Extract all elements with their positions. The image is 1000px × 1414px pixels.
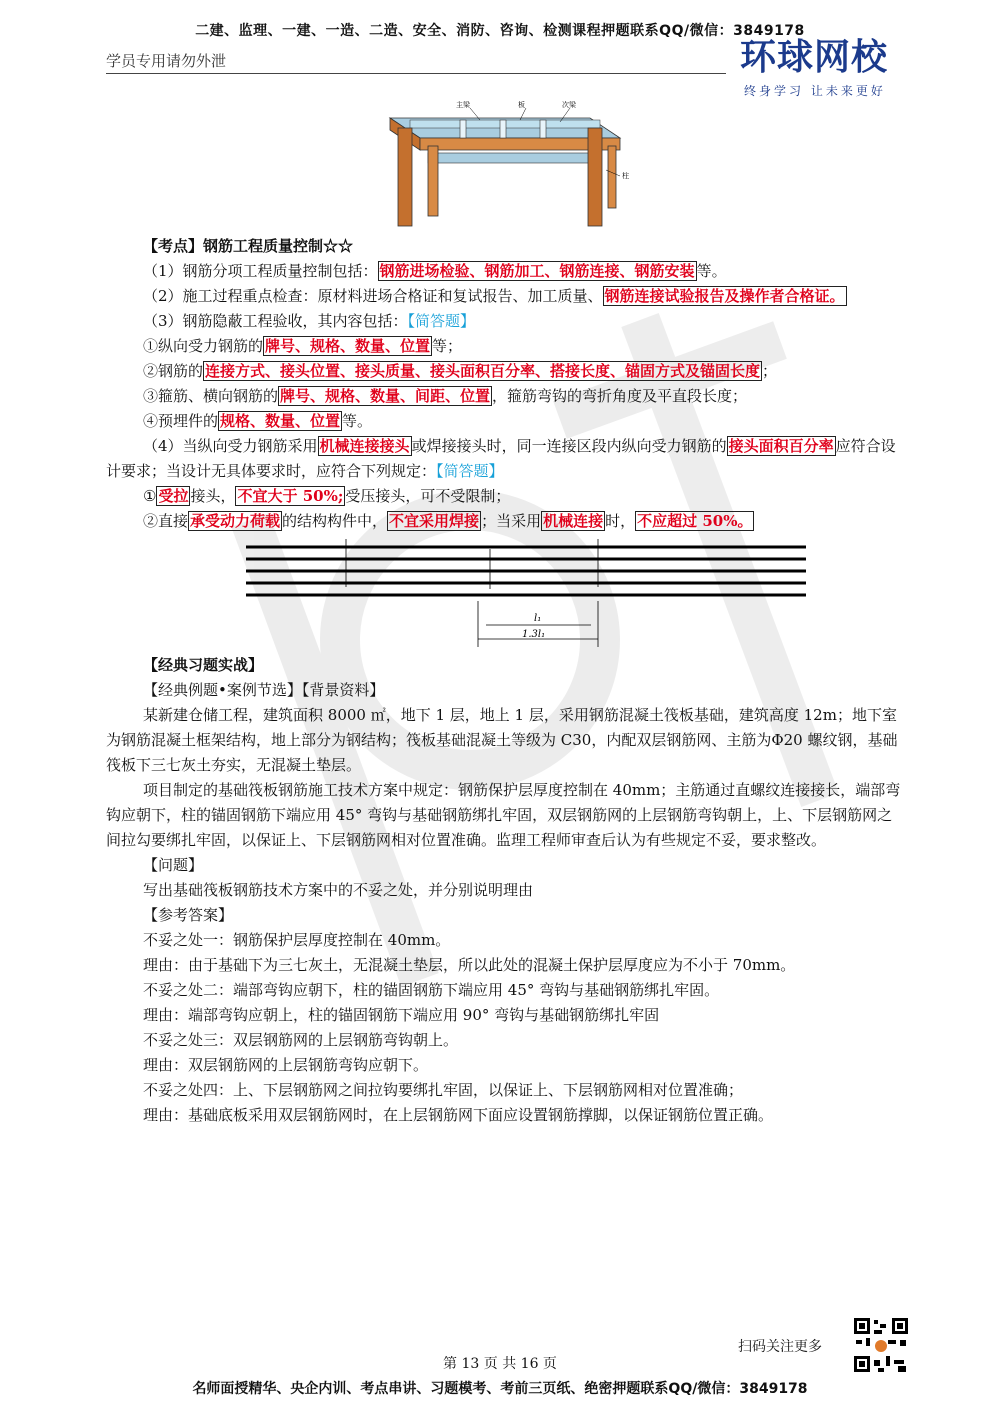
text: ②钢筋的 [143,362,204,380]
item-2 [106,359,906,384]
dim-1-3l1: 1.3l₁ [522,629,546,640]
text: ①纵向受力钢筋的 [143,337,264,355]
scan-prompt: 扫码关注更多 [738,1339,822,1355]
highlight: 机械连接接头 [319,437,410,455]
text: 等。 [342,412,373,430]
text: 时， [605,512,636,530]
answer-item: 不妥之处二：端部弯钩应朝下，柱的锚固钢筋下端应用 45° 弯钩与基础钢筋绑扎牢固。 [143,981,720,999]
highlight: 规格、数量、位置 [220,412,341,430]
answer-title: 【参考答案】 [143,906,234,924]
highlight: 连接方式、接头位置、接头质量、接头面积百分率、搭接长度、锚固方式及锚固长度 [205,362,761,380]
label-slab: 板 [518,101,525,109]
label-secondary-beam: 次梁 [562,101,576,109]
answer-reason: 理由：端部弯钩应朝上，柱的锚固钢筋下端应用 90° 弯钩与基础钢筋绑扎牢固 [143,1006,660,1024]
item-3 [106,384,906,409]
text: ，箍筋弯钩的弯折角度及平直段长度； [492,387,748,405]
rebar-splice-figure [246,539,806,651]
highlight: 受拉 [158,487,189,505]
example-subtitle: 【经典例题•案例节选】【背景资料】 [143,681,385,699]
highlight: 承受动力荷载 [190,512,281,530]
section-title: 【考点】钢筋工程质量控制☆☆ [143,237,354,255]
beam-slab-column-figure [370,98,640,233]
logo-name: 环球网校 [740,37,889,78]
answer-reason: 理由：基础底板采用双层钢筋网时，在上层钢筋网下面应设置钢筋撑脚，以保证钢筋位置正确。 [143,1106,774,1124]
question-type-tag: 【简答题】 [436,462,504,480]
text: 接头， [190,487,236,505]
paragraph-1 [106,259,906,284]
label-main-beam: 主梁 [456,101,470,109]
text: 受压接头，可不受限制； [345,487,511,505]
text: 应符合设计要求；当设计无具体要求时，应符合下列规定： [106,437,896,480]
highlight: 不应超过 50%。 [637,512,753,530]
question-type-tag: 【简答题】 [407,312,476,330]
question-text: 写出基础筏板钢筋技术方案中的不妥之处，并分别说明理由 [143,881,534,899]
highlight: 钢筋连接试验报告及操作者合格证。 [604,287,845,305]
page-content [106,234,906,1128]
page-number: 第 13 页 共 16 页 [443,1356,557,1372]
highlight: 牌号、规格、数量、间距、位置 [280,387,491,405]
header-notice: 学员专用请勿外泄 [106,52,227,70]
paragraph-3 [106,309,906,334]
item-1 [106,334,906,359]
highlight: 不宜大于 50%; [237,487,344,505]
text: 等。 [696,262,727,280]
text: 的结构构件中， [282,512,388,530]
rule-2 [106,509,906,534]
highlight: 接头面积百分率 [728,437,834,455]
answer-item: 不妥之处四：上、下层钢筋网之间拉钩要绑扎牢固，以保证上、下层钢筋网相对位置准确； [143,1081,744,1099]
logo-slogan: 终身学习 让未来更好 [744,84,886,98]
text: 等； [432,337,463,355]
dim-l1: l₁ [534,613,542,624]
background-paragraph-1: 某新建仓储工程，建筑面积 8000 ㎡，地下 1 层，地上 1 层，采用钢筋混凝土筏板基础，建筑高度 12m；地下室为钢筋混凝土框架结构，地上部分为钢结构；筏板基础混凝土等级为 C30，内配双层钢筋网、主筋为Φ20 螺纹钢，基础筏板下三七灰土夯实，无混凝土垫层。 [106,706,898,774]
item-4 [106,409,906,434]
answer-reason: 理由：由于基础下为三七灰土，无混凝土垫层，所以此处的混凝土保护层厚度应为不小于 70mm。 [143,956,796,974]
text: ②直接 [143,512,189,530]
highlight: 不宜采用焊接 [389,512,480,530]
text: （4）当纵向受力钢筋采用 [143,437,318,455]
background-paragraph-2: 项目制定的基础筏板钢筋施工技术方案中规定：钢筋保护层厚度控制在 40mm；主筋通过直螺纹连接接长，端部弯钩应朝下，柱的锚固钢筋下端应用 45° 弯钩与基础钢筋绑扎牢固，双层钢筋网的上层钢筋弯钩朝上，上、下层钢筋网之间拉勾要绑扎牢固，以保证上、下层钢筋网相对位置准确。监理工程师审查后认为有些规定不妥，要求整改。 [106,781,901,849]
text: （2）施工过程重点检查：原材料进场合格证和复试报告、加工质量、 [143,287,603,305]
text: ；当采用 [481,512,542,530]
header-banner: 二建、监理、一建、一造、二造、安全、消防、咨询、检测课程押题联系QQ/微信：3849178 [195,23,805,39]
logo [740,38,920,99]
paragraph-4 [106,434,906,484]
answer-item: 不妥之处三：双层钢筋网的上层钢筋弯钩朝上。 [143,1031,459,1049]
section-title: 【经典习题实战】 [143,656,264,674]
text: （3）钢筋隐蔽工程验收，其内容包括： [143,312,408,330]
text: （1）钢筋分项工程质量控制包括： [143,262,378,280]
answer-reason: 理由：双层钢筋网的上层钢筋弯钩应朝下。 [143,1056,429,1074]
question-title: 【问题】 [143,856,204,874]
paragraph-2 [106,284,906,309]
header-divider [106,73,726,74]
footer-banner: 名师面授精华、央企内训、考点串讲、习题模考、考前三页纸、绝密押题联系QQ/微信：3849178 [192,1381,808,1397]
rule-1 [106,484,906,509]
text: ③箍筋、横向钢筋的 [143,387,279,405]
highlight: 钢筋进场检验、钢筋加工、钢筋连接、钢筋安装 [379,262,695,280]
text: ④预埋件的 [143,412,219,430]
text: 或焊接接头时，同一连接区段内纵向受力钢筋的 [411,437,727,455]
text: ① [143,487,157,505]
answer-item: 不妥之处一：钢筋保护层厚度控制在 40mm。 [143,931,451,949]
highlight: 牌号、规格、数量、位置 [265,337,431,355]
text: ； [762,362,778,380]
highlight: 机械连接 [543,512,604,530]
label-column: 柱 [622,172,629,180]
